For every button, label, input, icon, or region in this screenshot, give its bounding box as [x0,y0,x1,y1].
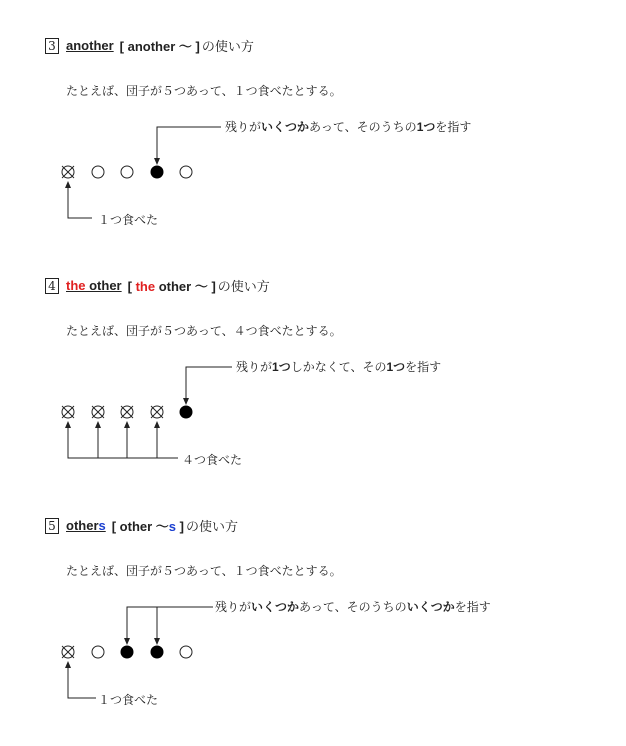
remaining-dango-icon [180,646,192,658]
usage-suffix: の使い方 [217,280,270,295]
eaten-label: １つ食べた [98,213,159,227]
example-sentence: たとえば、団子が５つあって、１つ食べたとする。 [66,84,342,98]
eaten-label: ４つ食べた [182,453,243,467]
pattern-label: [ the other ～ ] [127,279,216,294]
example-sentence: たとえば、団子が５つあって、１つ食べたとする。 [66,564,342,578]
pointer-arrow-line [127,607,213,640]
remaining-note: 残りがいくつかあって、そのうちのいくつかを指す [215,600,491,614]
pattern-label: [ another ～ ] [119,39,200,54]
remaining-note: 残りがいくつかあって、そのうちの1つを指す [225,120,472,134]
usage-suffix: の使い方 [186,520,239,535]
remaining-dango-icon [92,646,104,658]
pointed-dango-icon [121,646,133,658]
term-label: another [66,38,114,53]
term-label: others [66,518,106,533]
eaten-dango-icon [62,646,74,658]
pattern-label: [ other ～s ] [111,519,184,534]
arrow-head-icon [65,661,71,668]
section-number: 3 [45,38,59,54]
eaten-arrow-line [68,666,96,698]
term-label: the other [66,278,122,293]
section-number: 5 [45,518,59,534]
arrow-head-icon [154,638,160,645]
eaten-label: １つ食べた [98,693,159,707]
pointed-dango-icon [151,646,163,658]
section-number: 4 [45,278,59,294]
usage-suffix: の使い方 [201,40,254,55]
remaining-note: 残りが1つしかなくて、その1つを指す [236,360,442,374]
arrow-head-icon [124,638,130,645]
example-sentence: たとえば、団子が５つあって、４つ食べたとする。 [66,324,342,338]
